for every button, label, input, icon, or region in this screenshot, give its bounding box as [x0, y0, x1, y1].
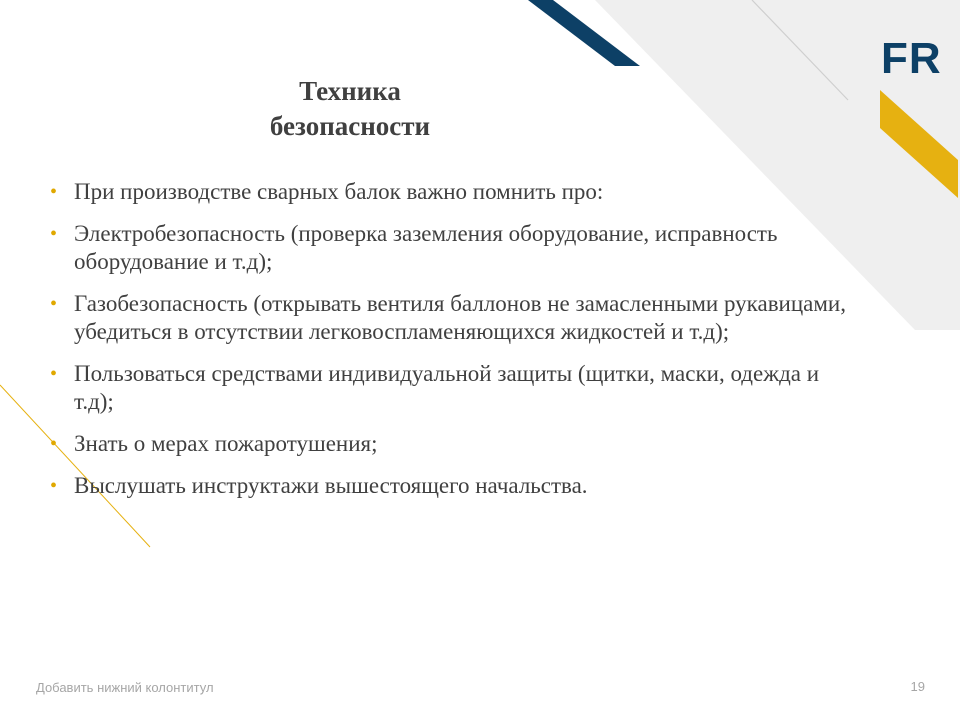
bullet-text: Электробезопасность (проверка заземления оборудование, исправность оборудование и т.д);: [74, 221, 778, 274]
bullet-item: [50, 220, 850, 276]
bullet-text: Газобезопасность (открывать вентиля баллонов не замасленными рукавицами, убедиться в отсутствии легковоспламеняющихся жидкостей и т.д);: [74, 291, 846, 344]
fr-logo: FR: [881, 34, 942, 83]
bullet-item: [50, 360, 850, 416]
bullet-text: Выслушать инструктажи вышестоящего начальства.: [74, 473, 588, 498]
bullet-dot-icon: •: [50, 181, 58, 203]
bullet-text: Пользоваться средствами индивидуальной защиты (щитки, маски, одежда и т.д);: [74, 361, 820, 414]
bullet-text: Знать о мерах пожаротушения;: [74, 431, 378, 456]
bullet-item: [50, 430, 850, 458]
slide-title: [230, 74, 470, 144]
bullet-text: При производстве сварных балок важно помнить про:: [74, 179, 604, 204]
page-number: 19: [910, 679, 925, 694]
bullet-dot-icon: •: [50, 433, 58, 455]
bullet-item: [50, 472, 850, 500]
bullet-list: [50, 178, 850, 514]
bullet-dot-icon: •: [50, 475, 58, 497]
bullet-item: [50, 290, 850, 346]
footer-text: Добавить нижний колонтитул: [36, 680, 214, 695]
bullet-dot-icon: •: [50, 293, 58, 315]
title-line-1: Техника: [299, 76, 401, 106]
bullet-dot-icon: •: [50, 363, 58, 385]
title-line-2: безопасности: [269, 111, 431, 141]
bullet-item: [50, 178, 850, 206]
bullet-dot-icon: •: [50, 223, 58, 245]
